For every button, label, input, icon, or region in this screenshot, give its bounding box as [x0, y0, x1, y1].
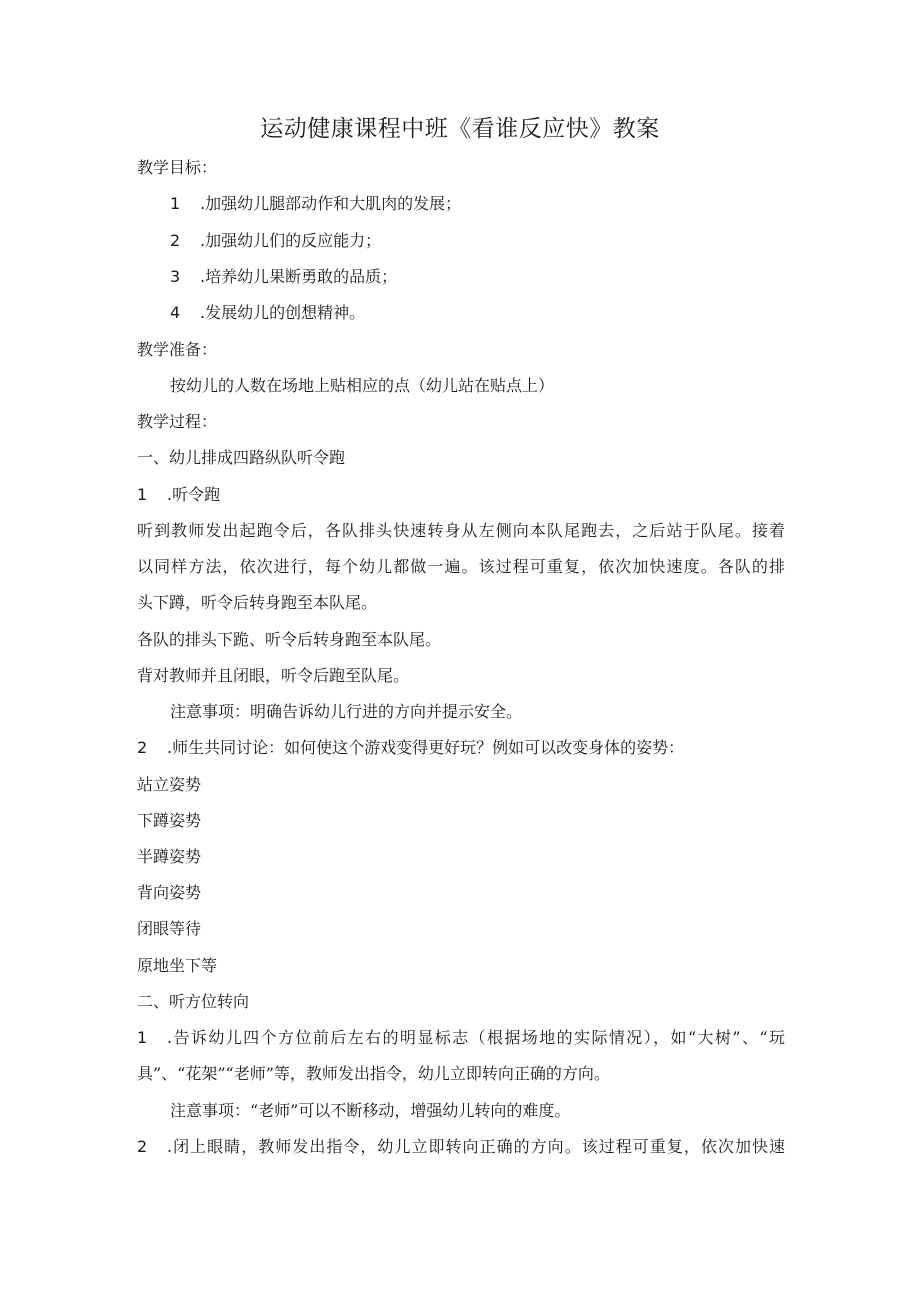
item-number: 2	[137, 738, 148, 757]
goal-text: .发展幼儿的创想精神。	[200, 303, 366, 322]
process-heading: 教学过程：	[137, 412, 218, 431]
goal-item-1	[170, 193, 461, 215]
item-text: .闭上眼睛，教师发出指令，幼儿立即转向正确的方向。该过程可重复，依次加快速	[167, 1137, 785, 1156]
goal-text: .培养幼儿果断勇敢的品质；	[200, 267, 398, 286]
goal-item-3	[170, 266, 397, 288]
goal-item-2	[170, 230, 381, 252]
section2-heading: 二、听方位转向	[137, 992, 250, 1011]
prep-text: 按幼儿的人数在场地上贴相应的点（幼儿站在贴点上）	[170, 376, 555, 395]
goal-number: 3	[170, 267, 181, 286]
posture-item: 闭眼等待	[137, 919, 202, 938]
goal-text: .加强幼儿腿部动作和大肌肉的发展；	[200, 194, 462, 213]
section1-paragraph-line: 头下蹲，听令后转身跑至本队尾。	[137, 593, 378, 612]
item-number: 1	[137, 485, 148, 504]
item-number: 2	[137, 1137, 148, 1156]
goal-number: 1	[170, 194, 181, 213]
posture-item: 原地坐下等	[137, 956, 218, 975]
prep-heading: 教学准备：	[137, 340, 218, 359]
document-title: 运动健康课程中班《看谁反应快》教案	[260, 116, 660, 142]
posture-item: 站立姿势	[137, 775, 202, 794]
section2-item2	[137, 1136, 785, 1158]
item-text: .听令跑	[167, 485, 221, 504]
section1-paragraph-line: 听到教师发出起跑令后，各队排头快速转身从左侧向本队尾跑去，之后站于队尾。接着	[137, 521, 785, 540]
section1-note: 注意事项：明确告诉幼儿行进的方向并提示安全。	[170, 702, 523, 721]
item-text: .师生共同讨论：如何使这个游戏变得更好玩？例如可以改变身体的姿势：	[167, 738, 685, 757]
posture-item: 下蹲姿势	[137, 811, 202, 830]
goal-text: .加强幼儿们的反应能力；	[200, 231, 382, 250]
section1-heading: 一、幼儿排成四路纵队听令跑	[137, 448, 346, 467]
item-text: .告诉幼儿四个方位前后左右的明显标志（根据场地的实际情况），如“大树”、“玩	[167, 1028, 785, 1047]
goal-number: 4	[170, 303, 181, 322]
section1-item1	[137, 484, 220, 506]
section2-item1	[137, 1027, 785, 1049]
section2-note: 注意事项：“老师”可以不断移动，增强幼儿转向的难度。	[170, 1101, 571, 1120]
goal-item-4	[170, 302, 365, 324]
posture-item: 半蹲姿势	[137, 847, 202, 866]
goal-number: 2	[170, 231, 181, 250]
section1-line2: 各队的排头下跪、听令后转身跑至本队尾。	[137, 630, 442, 649]
section2-item1-continued: 具”、“花架”“老师”等，教师发出指令，幼儿立即转向正确的方向。	[137, 1064, 610, 1083]
section1-paragraph-line: 以同样方法，依次进行，每个幼儿都做一遍。该过程可重复，依次加快速度。各队的排	[137, 557, 785, 576]
section1-item2	[137, 737, 684, 759]
section1-line3: 背对教师并且闭眼，听令后跑至队尾。	[137, 666, 410, 685]
goals-heading: 教学目标：	[137, 158, 218, 177]
posture-item: 背向姿势	[137, 883, 202, 902]
item-number: 1	[137, 1028, 148, 1047]
